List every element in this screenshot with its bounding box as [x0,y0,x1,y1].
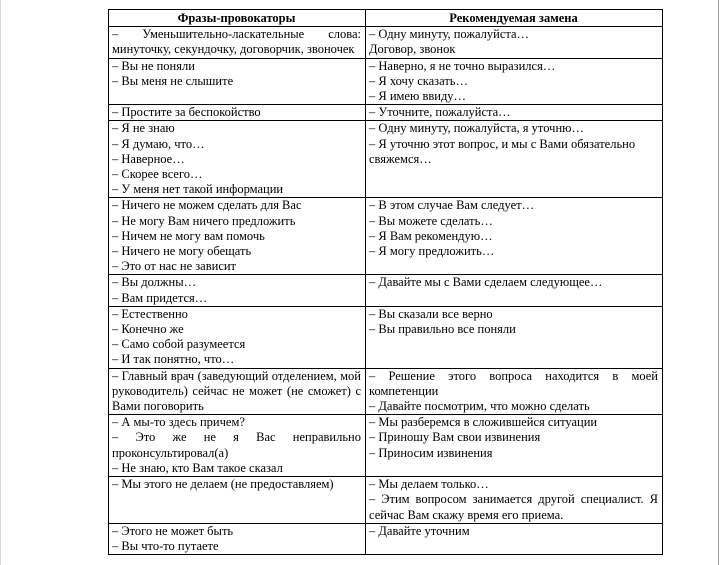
cell-line: – Ничем не могу вам помочь [112,228,265,243]
cell-provocative-phrase [109,306,366,368]
table-row [109,27,663,58]
cell-line: – Этого не может быть [112,523,234,538]
table-row [109,58,663,105]
table-row [109,121,663,198]
cell-line: – Давайте мы с Вами сделаем следующее… [369,275,603,290]
cell-line: – Ничего не могу обещать [112,244,252,259]
cell-line: – Уменьшительно-ласкательные слова: минуточку, секундочку, договорчик, звоночек [112,27,361,57]
table-row [109,523,663,554]
cell-line: – Главный врач (заведующий отделением, мой руководитель) сейчас не может (не сможет) с Вами поговорить [112,368,361,414]
table-row [109,368,663,415]
cell-recommended-replacement [366,275,663,306]
cell-provocative-phrase [109,368,366,415]
cell-line: – Мы разберемся в сложившейся ситуации [369,415,598,430]
cell-line: – У меня нет такой информации [112,182,284,197]
cell-line: – Вы можете сделать… [369,213,493,228]
cell-recommended-replacement [366,523,663,554]
cell-line: – Это же не я Вас неправильно проконсультировал(а) [112,430,361,460]
cell-line: – Одну минуту, пожалуйста, я уточню… [369,121,584,136]
cell-line: – Я Вам рекомендую… [369,228,493,243]
cell-line: – Мы делаем только… [369,477,489,492]
cell-recommended-replacement [366,415,663,477]
cell-recommended-replacement [366,58,663,105]
cell-recommended-replacement [366,198,663,275]
cell-recommended-replacement [366,105,663,121]
cell-line: – Одну минуту, пожалуйста… [369,27,530,42]
cell-provocative-phrase [109,198,366,275]
cell-line: – Я не знаю [112,121,175,136]
cell-line: – Я хочу сказать… [369,73,469,88]
cell-recommended-replacement [366,306,663,368]
cell-provocative-phrase [109,58,366,105]
cell-line: – Уточните, пожалуйста… [369,105,511,120]
cell-line: – Вы сказали все верно [369,306,493,321]
cell-recommended-replacement [366,121,663,198]
cell-line: – Вы должны… [112,275,197,290]
cell-provocative-phrase [109,477,366,524]
cell-line: – Этим вопросом занимается другой специалист. Я сейчас Вам скажу время его приема. [369,492,658,522]
cell-line: – Давайте уточним [369,523,470,538]
phrases-table [108,9,663,555]
cell-line: – В этом случае Вам следует… [369,198,535,213]
cell-line: – Не знаю, кто Вам такое сказал [112,460,283,475]
cell-line: – Я думаю, что… [112,136,205,151]
cell-line: – Вам придется… [112,290,208,305]
cell-line: – Приношу Вам свои извинения [369,430,541,445]
cell-line: – А мы-то здесь причем? [112,415,245,430]
cell-provocative-phrase [109,415,366,477]
header-recommended-replacement: Рекомендуемая замена [366,10,663,27]
cell-line: – Скорее всего… [112,167,203,182]
cell-line: – Давайте посмотрим, что можно сделать [369,399,590,414]
table-header-row [109,10,663,27]
table-row [109,306,663,368]
table-row [109,198,663,275]
cell-line: – Естественно [112,306,188,321]
cell-recommended-replacement [366,477,663,524]
cell-line: – Не могу Вам ничего предложить [112,213,296,228]
cell-line: – Наверное… [112,151,185,166]
cell-line: – Вы меня не слышите [112,73,234,88]
cell-provocative-phrase [109,27,366,58]
cell-line: – Решение этого вопроса находится в моей компетенции [369,368,658,398]
cell-line: – Само собой разумеется [112,337,246,352]
cell-recommended-replacement [366,368,663,415]
table-row [109,275,663,306]
header-provocative-phrases: Фразы-провокаторы [109,10,366,27]
table-row [109,415,663,477]
cell-provocative-phrase [109,121,366,198]
cell-line: – Наверно, я не точно выразился… [369,58,556,73]
cell-line: – Вы правильно все поняли [369,322,516,337]
cell-line: – Это от нас не зависит [112,259,237,274]
cell-provocative-phrase [109,523,366,554]
table-body [109,27,663,555]
cell-line: – Конечно же [112,322,184,337]
table-row [109,477,663,524]
cell-line: – И так понятно, что… [112,352,235,367]
table-row [109,105,663,121]
cell-line: – Я имею ввиду… [369,89,467,104]
cell-line: – Вы не поняли [112,58,195,73]
cell-provocative-phrase [109,275,366,306]
cell-line: – Ничего не можем сделать для Вас [112,198,302,213]
cell-line: – Я могу предложить… [369,244,495,259]
cell-line: – Вы что-то путаете [112,538,219,553]
cell-line: Договор, звонок [369,42,456,57]
cell-line: – Мы этого не делаем (не предоставляем) [112,477,334,492]
cell-line: – Приносим извинения [369,445,493,460]
cell-recommended-replacement [366,27,663,58]
cell-line: – Простите за беспокойство [112,105,261,120]
cell-provocative-phrase [109,105,366,121]
cell-line: – Я уточню этот вопрос, и мы с Вами обязательно свяжемся… [369,136,636,166]
